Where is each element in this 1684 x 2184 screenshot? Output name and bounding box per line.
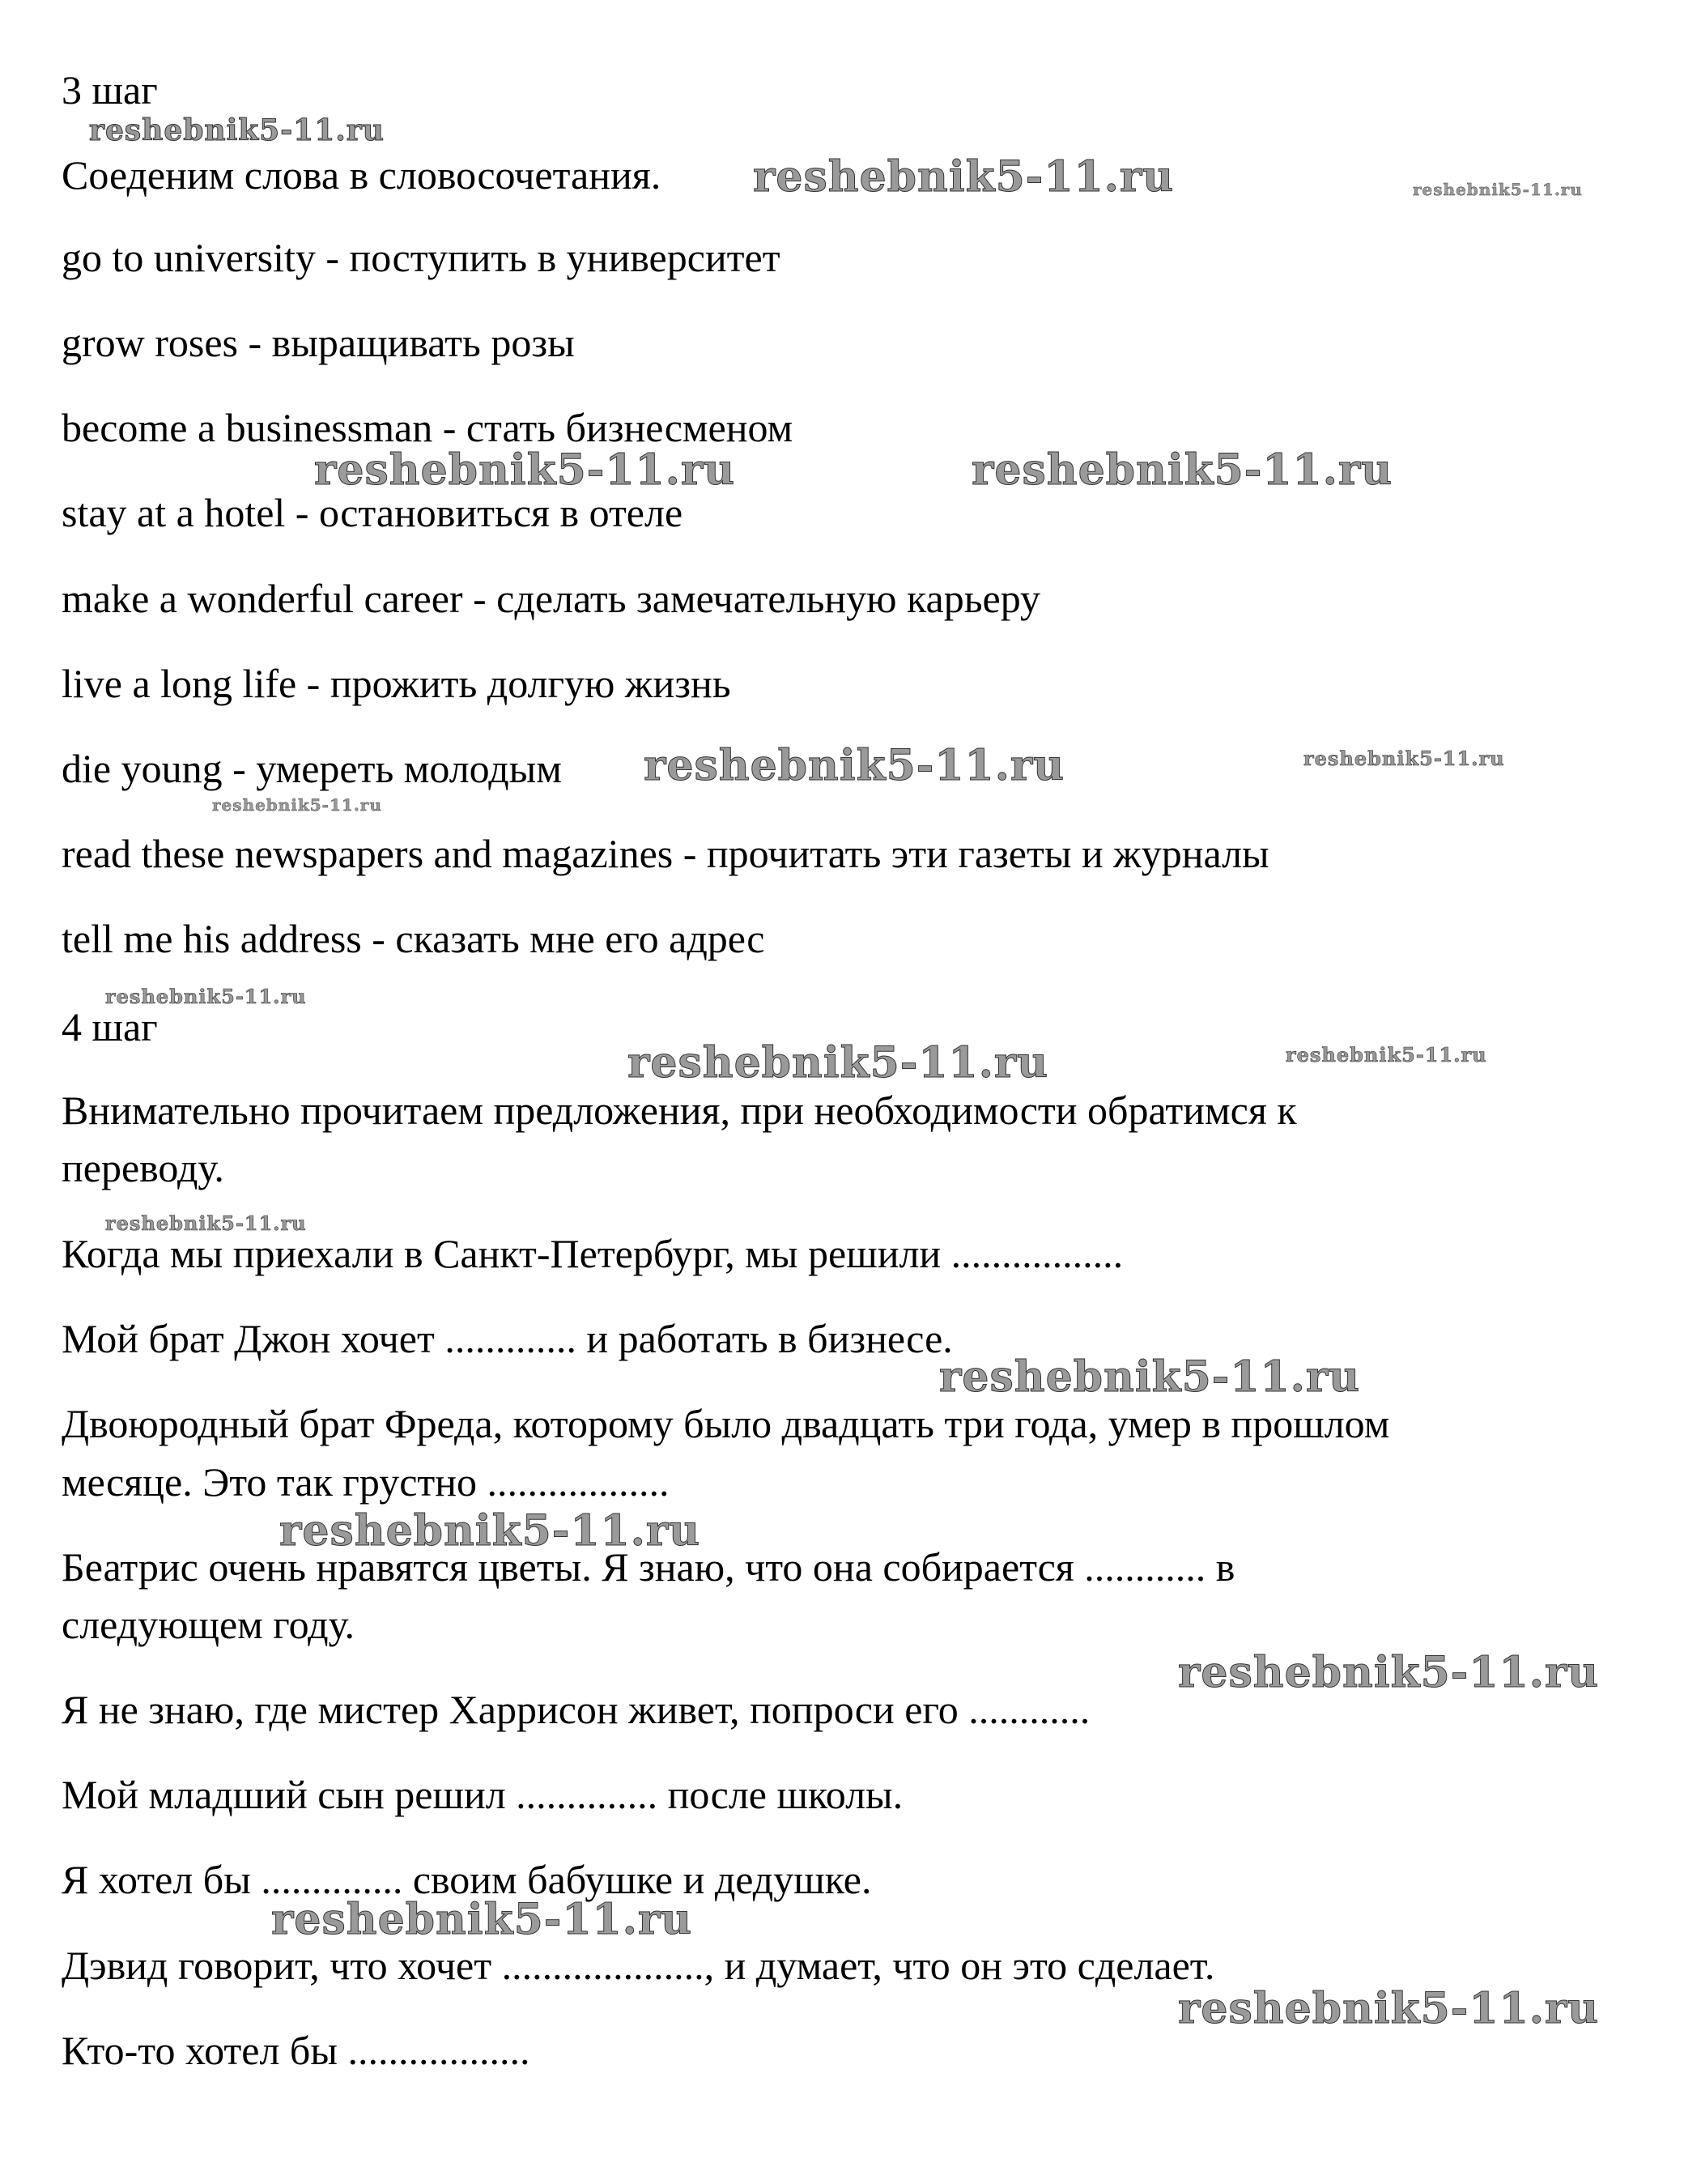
watermark-text: reshebnik5-11.ru xyxy=(271,1895,693,1944)
watermark-text: reshebnik5-11.ru xyxy=(105,985,307,1008)
watermark-text: reshebnik5-11.ru xyxy=(1178,1984,1600,2033)
step4-intro-line2: переводу. xyxy=(62,1145,224,1190)
watermark-text: reshebnik5-11.ru xyxy=(753,152,1175,202)
step3-item: tell me his address - сказать мне его адрес xyxy=(62,916,765,961)
watermark-text: reshebnik5-11.ru xyxy=(89,113,385,147)
watermark-text: reshebnik5-11.ru xyxy=(314,445,736,495)
step4-sentence: Двоюродный брат Фреда, которому было двадцать три года, умер в прошлом xyxy=(62,1401,1390,1446)
watermark-text: reshebnik5-11.ru xyxy=(939,1352,1361,1402)
step4-sentence: месяце. Это так грустно .................. xyxy=(62,1459,670,1505)
step3-item: become a businessman - стать бизнесменом xyxy=(62,405,793,450)
step4-sentence: Беатрис очень нравятся цветы. Я знаю, что она собирается ............ в xyxy=(62,1544,1235,1590)
step4-sentence: Дэвид говорит, что хочет ...................., и думает, что он это сделает. xyxy=(62,1943,1215,1988)
step4-sentence: Мой младший сын решил .............. после школы. xyxy=(62,1772,904,1817)
step3-item: go to university - поступить в университет xyxy=(62,235,780,280)
step3-item: read these newspapers and magazines - прочитать эти газеты и журналы xyxy=(62,831,1269,876)
step3-heading: 3 шаг xyxy=(62,67,158,113)
step3-item: grow roses - выращивать розы xyxy=(62,320,575,365)
watermark-text: reshebnik5-11.ru xyxy=(212,795,382,815)
step4-sentence: Я не знаю, где мистер Харрисон живет, попроси его ............ xyxy=(62,1687,1091,1732)
watermark-text: reshebnik5-11.ru xyxy=(105,1211,307,1235)
watermark-text: reshebnik5-11.ru xyxy=(627,1038,1049,1088)
step4-heading: 4 шаг xyxy=(62,1004,158,1049)
watermark-text: reshebnik5-11.ru xyxy=(1178,1648,1600,1697)
watermark-text: reshebnik5-11.ru xyxy=(279,1506,701,1556)
watermark-text: reshebnik5-11.ru xyxy=(1303,747,1505,770)
step4-sentence: следующем году. xyxy=(62,1602,355,1647)
watermark-text: reshebnik5-11.ru xyxy=(644,741,1065,790)
step3-intro: Соеденим слова в словосочетания. xyxy=(62,152,661,198)
step4-intro-line1: Внимательно прочитаем предложения, при необходимости обратимся к xyxy=(62,1088,1297,1133)
step3-item: stay at a hotel - остановиться в отеле xyxy=(62,490,683,535)
step3-item: die young - умереть молодым xyxy=(62,746,562,791)
step4-sentence: Кто-то хотел бы .................. xyxy=(62,2028,530,2073)
watermark-text: reshebnik5-11.ru xyxy=(972,445,1393,495)
watermark-text: reshebnik5-11.ru xyxy=(1413,180,1583,199)
step4-sentence: Мой брат Джон хочет ............. и работать в бизнесе. xyxy=(62,1316,953,1361)
step3-item: make a wonderful career - сделать замечательную карьеру xyxy=(62,576,1041,621)
watermark-text: reshebnik5-11.ru xyxy=(1286,1043,1487,1066)
step3-item: live a long life - прожить долгую жизнь xyxy=(62,661,731,706)
step4-sentence: Когда мы приехали в Санкт-Петербург, мы решили ................. xyxy=(62,1231,1124,1276)
step4-sentence: Я хотел бы .............. своим бабушке и дедушке. xyxy=(62,1857,872,1902)
